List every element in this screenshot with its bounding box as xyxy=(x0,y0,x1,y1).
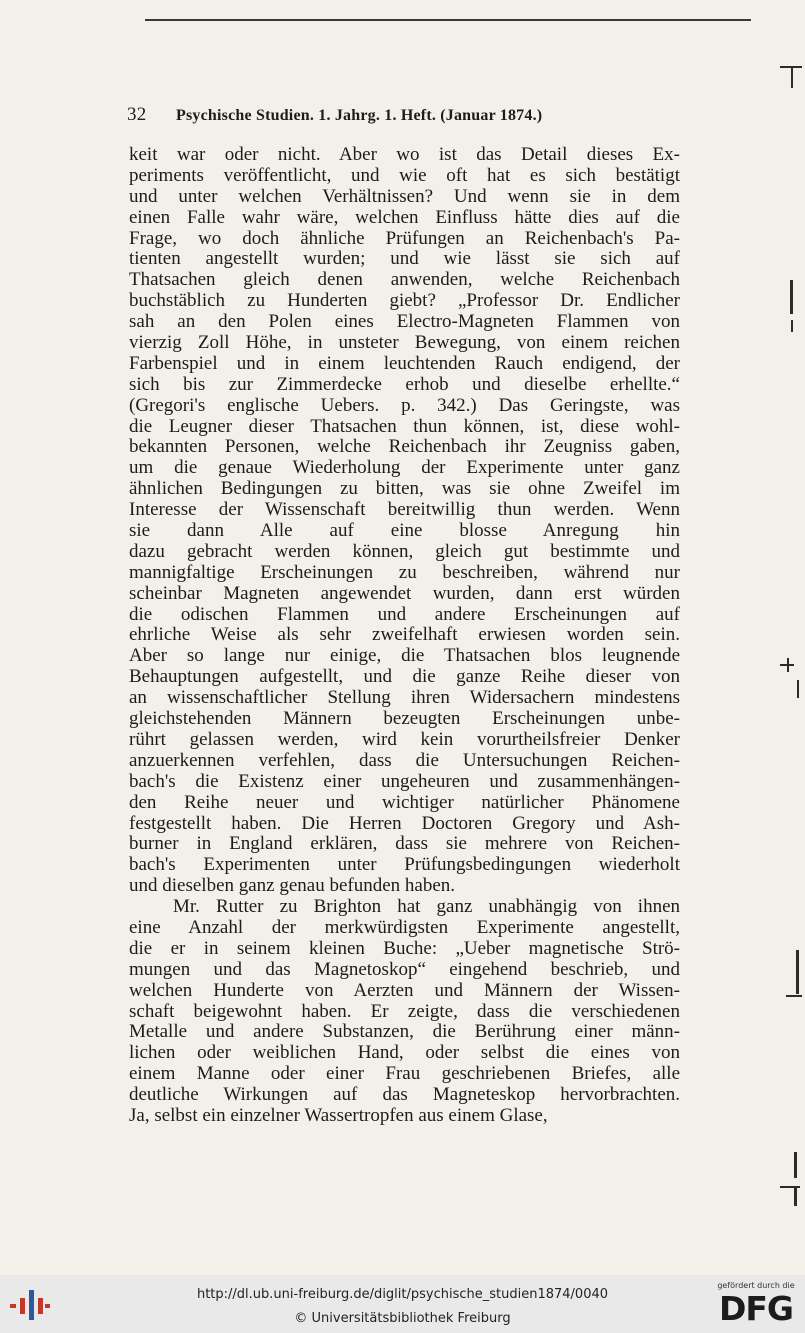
text-line: keit war oder nicht. Aber wo ist das Detail dieses Ex- xyxy=(129,145,680,165)
text-line: ehrliche Weise als sehr zweifelhaft erwiesen worden sein. xyxy=(129,625,680,646)
text-line: gleichstehenden Männern bezeugten Erscheinungen unbe- xyxy=(129,709,680,730)
dfg-logo xyxy=(712,1281,800,1329)
body-text xyxy=(129,145,680,1127)
text-line: festgestellt haben. Die Herren Doctoren Gregory und Ash- xyxy=(129,813,680,834)
text-line: burner in England erklären, dass sie mehrere von Reichen- xyxy=(129,834,680,855)
text-line: mannigfaltige Erscheinungen zu beschreiben, während nur xyxy=(129,562,680,583)
page-header xyxy=(127,104,687,130)
text-line: Interesse der Wissenschaft bereitwillig thun werden. Wenn xyxy=(129,500,680,521)
text-line: dazu gebracht werden können, gleich gut bestimmte und xyxy=(129,541,680,562)
text-line: an wissenschaftlicher Stellung ihren Widersachern mindestens xyxy=(129,688,680,709)
text-line: Mr. Rutter zu Brighton hat ganz unabhängig von ihnen xyxy=(173,897,680,918)
text-line: Frage, wo doch ähnliche Prüfungen an Reichenbach's Pa- xyxy=(129,228,680,249)
dfg-tagline: gefördert durch die xyxy=(717,1281,795,1290)
text-line: die er in seinem kleinen Buche: „Ueber magnetische Strö- xyxy=(129,938,680,959)
text-line: anzuerkennen verfehlen, dass die Untersuchungen Reichen- xyxy=(129,750,680,771)
text-line: eine Anzahl der merkwürdigsten Experimente angestellt, xyxy=(129,917,680,938)
text-line: einen Falle wahr wäre, welchen Einfluss hätte dies auf die xyxy=(129,207,680,228)
text-line: vierzig Zoll Höhe, in unsteter Bewegung, von einem reichen xyxy=(129,333,680,354)
text-line: die odischen Flammen und andere Erscheinungen auf xyxy=(129,604,680,625)
text-line: um die genaue Wiederholung der Experimente unter ganz xyxy=(129,458,680,479)
text-line: deutliche Wirkungen auf das Magneteskop hervorbrachten. xyxy=(129,1085,680,1106)
text-line: rührt gelassen werden, wird kein vorurtheilsfreier Denker xyxy=(129,729,680,750)
text-line: mungen und das Magnetoskop“ eingehend beschrieb, und xyxy=(129,959,680,980)
text-line: und unter welchen Verhältnissen? Und wenn sie in dem xyxy=(129,186,680,207)
text-line: Ja, selbst ein einzelner Wassertropfen aus einem Glase, xyxy=(129,1105,548,1126)
text-line: buchstäblich zu Hunderten giebt? „Professor Dr. Endlicher xyxy=(129,291,680,312)
text-line: lichen oder weiblichen Hand, oder selbst die eines von xyxy=(129,1043,680,1064)
text-line: den Reihe neuer und wichtiger natürlicher Phänomene xyxy=(129,792,680,813)
text-line: (Gregori's englische Uebers. p. 342.) Das Geringste, was xyxy=(129,395,680,416)
text-line: bekannten Personen, welche Reichenbach ihr Zeugniss gaben, xyxy=(129,437,680,458)
text-line: ähnlichen Bedingungen zu bitten, was sie ohne Zweifel im xyxy=(129,479,680,500)
text-line: Farbenspiel und in einem leuchtenden Rauch endigend, der xyxy=(129,353,680,374)
text-line: sie dann Alle auf eine blosse Anregung hin xyxy=(129,521,680,542)
dfg-logo-text: DFG xyxy=(718,1289,794,1328)
text-line: und dieselben ganz genau befunden haben. xyxy=(129,876,456,897)
text-line: schaft beigewohnt haben. Er zeigte, dass die verschiedenen xyxy=(129,1001,680,1022)
text-line: Aber so lange nur einige, die Thatsachen blos leugnende xyxy=(129,646,680,667)
text-line: periments veröffentlicht, und wie oft hat es sich bestätigt xyxy=(129,165,680,186)
text-line: bach's Experimenten unter Prüfungsbedingungen wiederholt xyxy=(129,855,680,876)
text-line: Behauptungen aufgestellt, und die ganze Reihe dieser von xyxy=(129,667,680,688)
page-number: 32 xyxy=(127,104,147,125)
text-line: Metalle und andere Substanzen, die Berührung einer männ- xyxy=(129,1022,680,1043)
text-line: welchen Hunderte von Aerzten und Männern der Wissen- xyxy=(129,980,680,1001)
text-line: bach's die Existenz einer ungeheuren und zusammenhängen- xyxy=(129,771,680,792)
footer-bar xyxy=(0,1275,805,1333)
source-url[interactable]: http://dl.ub.uni-freiburg.de/diglit/psychische_studien1874/0040 xyxy=(196,1287,609,1302)
running-title: Psychische Studien. 1. Jahrg. 1. Heft. (Januar 1874.) xyxy=(176,107,543,124)
text-line: sah an den Polen eines Electro-Magneten Flammen von xyxy=(129,312,680,333)
top-rule xyxy=(145,19,751,21)
text-line: die Leugner dieser Thatsachen thun können, ist, diese wohl- xyxy=(129,416,680,437)
margin-scan-marks xyxy=(760,60,805,1210)
text-line: einem Manne oder einer Frau geschriebenen Briefes, alle xyxy=(129,1064,680,1085)
text-line: Thatsachen gleich denen anwenden, welche Reichenbach xyxy=(129,270,680,291)
text-line: tienten angestellt wurden; und wie lässt sie sich auf xyxy=(129,249,680,270)
copyright-notice: © Universitätsbibliothek Freiburg xyxy=(294,1311,511,1326)
text-line: scheinbar Magneten angewendet wurden, dann erst würden xyxy=(129,583,680,604)
text-line: sich bis zur Zimmerdecke erhob und dieselbe erhellte.“ xyxy=(129,374,680,395)
